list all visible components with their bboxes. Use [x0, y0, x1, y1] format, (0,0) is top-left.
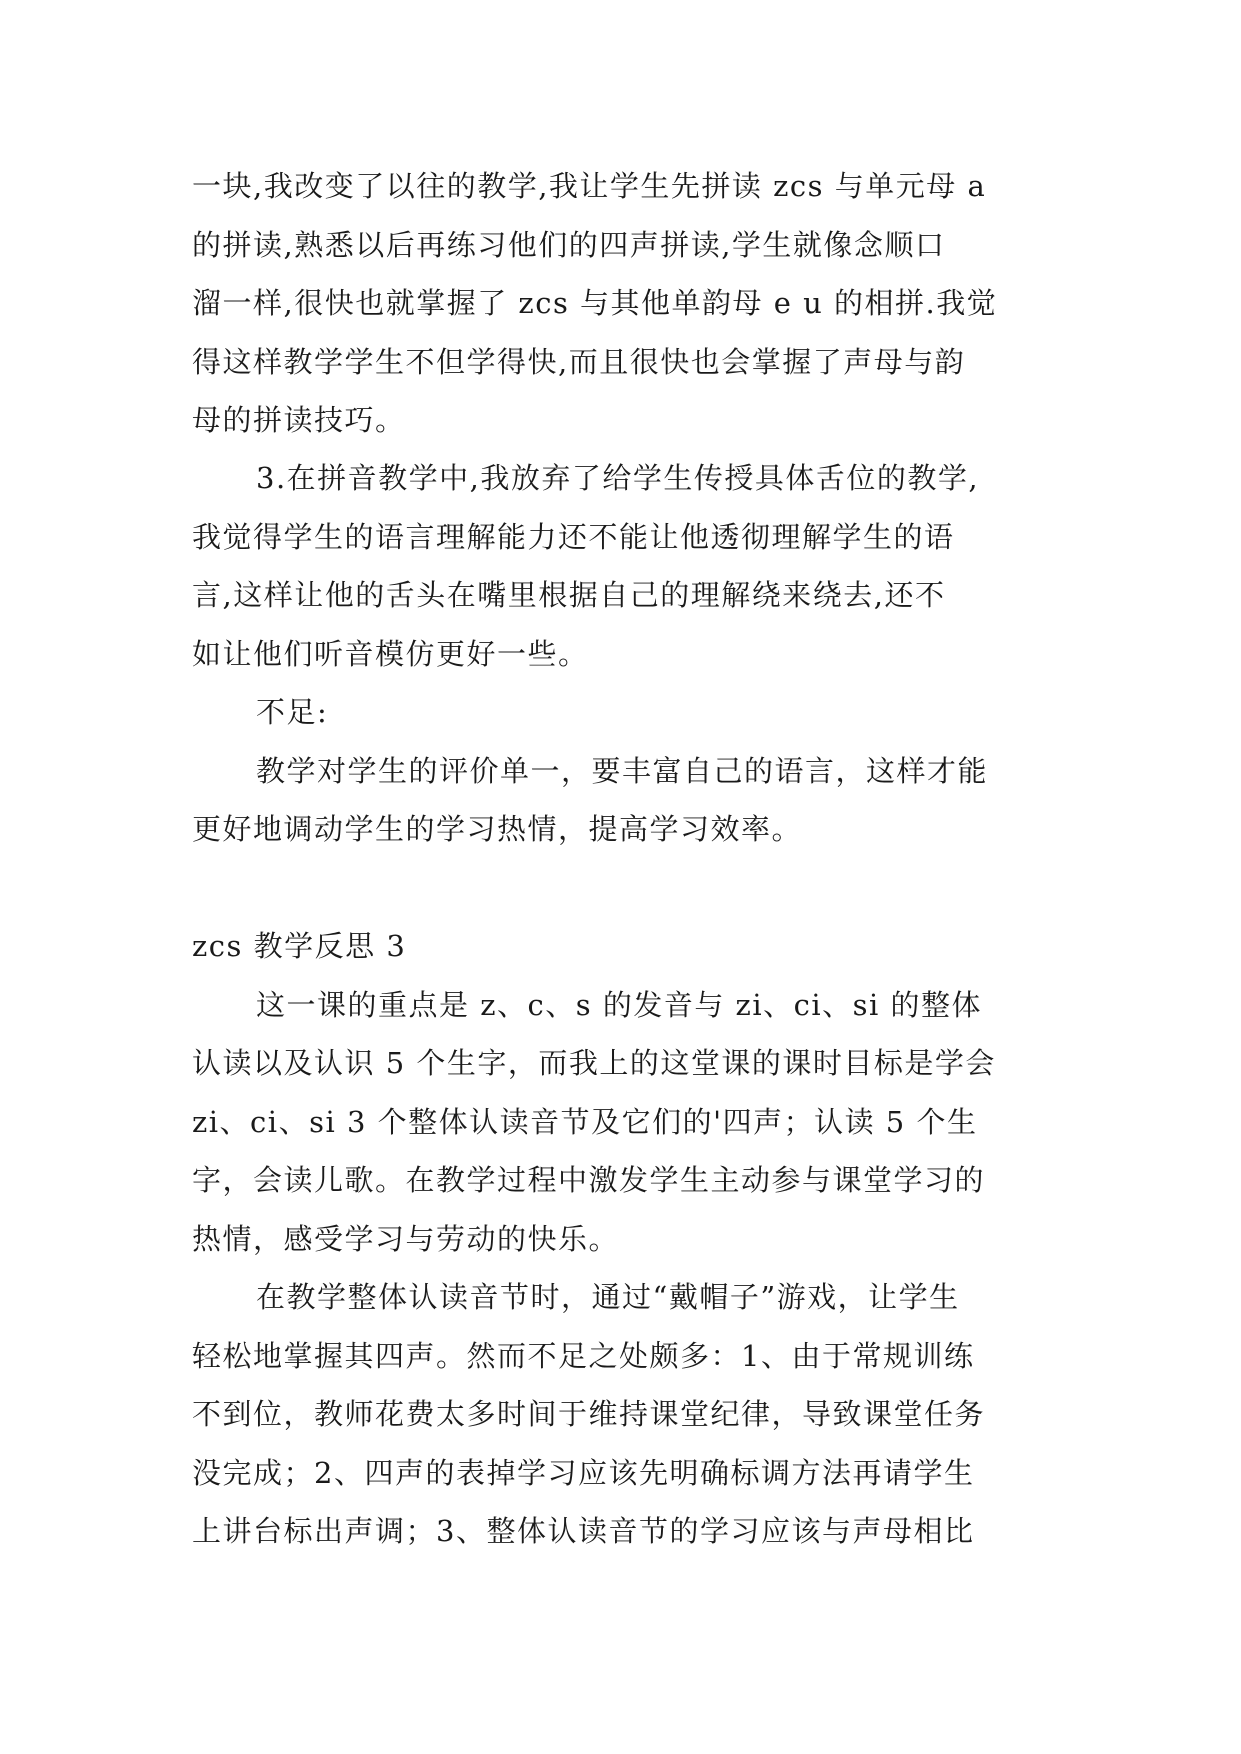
- text-line: 的拼读,熟悉以后再练习他们的四声拼读,学生就像念顺口: [192, 227, 946, 262]
- text-line: 3.在拼音教学中,我放弃了给学生传授具体舌位的教学,: [256, 461, 980, 495]
- text-line: 轻松地掌握其四声。然而不足之处颇多：1、由于常规训练: [192, 1338, 975, 1373]
- text-line: 不到位，教师花费太多时间于维持课堂纪律，导致课堂任务: [192, 1397, 986, 1431]
- text-line: 没完成；2、四声的表掉学习应该先明确标调方法再请学生: [192, 1455, 975, 1490]
- text-line: 得这样教学学生不但学得快,而且很快也会掌握了声母与韵: [192, 344, 966, 379]
- reflection-section: [192, 917, 1052, 1561]
- text-line: 认读以及认识 5 个生字，而我上的这堂课的课时目标是学会: [192, 1046, 996, 1080]
- text-line: 这一课的重点是 z、c、s 的发音与 zi、ci、si 的整体: [256, 987, 983, 1022]
- shortcomings-section: [192, 683, 1052, 859]
- text-line: 热情，感受学习与劳动的快乐。: [192, 1221, 620, 1256]
- text-line: 更好地调动学生的学习热情，提高学习效率。: [192, 812, 803, 846]
- text-line: 我觉得学生的语言理解能力还不能让他透彻理解学生的语: [192, 519, 955, 554]
- text-line: 如让他们听音模仿更好一些。: [192, 636, 589, 671]
- paragraph-point-3: [192, 449, 1052, 683]
- text-line: 字，会读儿歌。在教学过程中激发学生主动参与课堂学习的: [192, 1163, 986, 1197]
- section-heading: 不足:: [256, 695, 329, 729]
- text-line: 上讲台标出声调；3、整体认读音节的学习应该与声母相比: [192, 1514, 975, 1548]
- text-line: 母的拼读技巧。: [192, 403, 406, 437]
- text-line: 溜一样,很快也就掌握了 zcs 与其他单韵母 e u 的相拼.我觉: [192, 286, 998, 320]
- text-line: 一块,我改变了以往的教学,我让学生先拼读 zcs 与单元母 a: [192, 169, 987, 203]
- text-line: 在教学整体认读音节时，通过“戴帽子”游戏，让学生: [256, 1280, 960, 1314]
- section-title: zcs 教学反思 3: [192, 929, 407, 963]
- text-line: zi、ci、si 3 个整体认读音节及它们的'四声；认读 5 个生: [192, 1104, 978, 1139]
- text-line: 教学对学生的评价单一，要丰富自己的语言，这样才能: [256, 753, 989, 788]
- paragraph-continuation: [192, 157, 1052, 450]
- text-line: 言,这样让他的舌头在嘴里根据自己的理解绕来绕去,还不: [192, 578, 946, 612]
